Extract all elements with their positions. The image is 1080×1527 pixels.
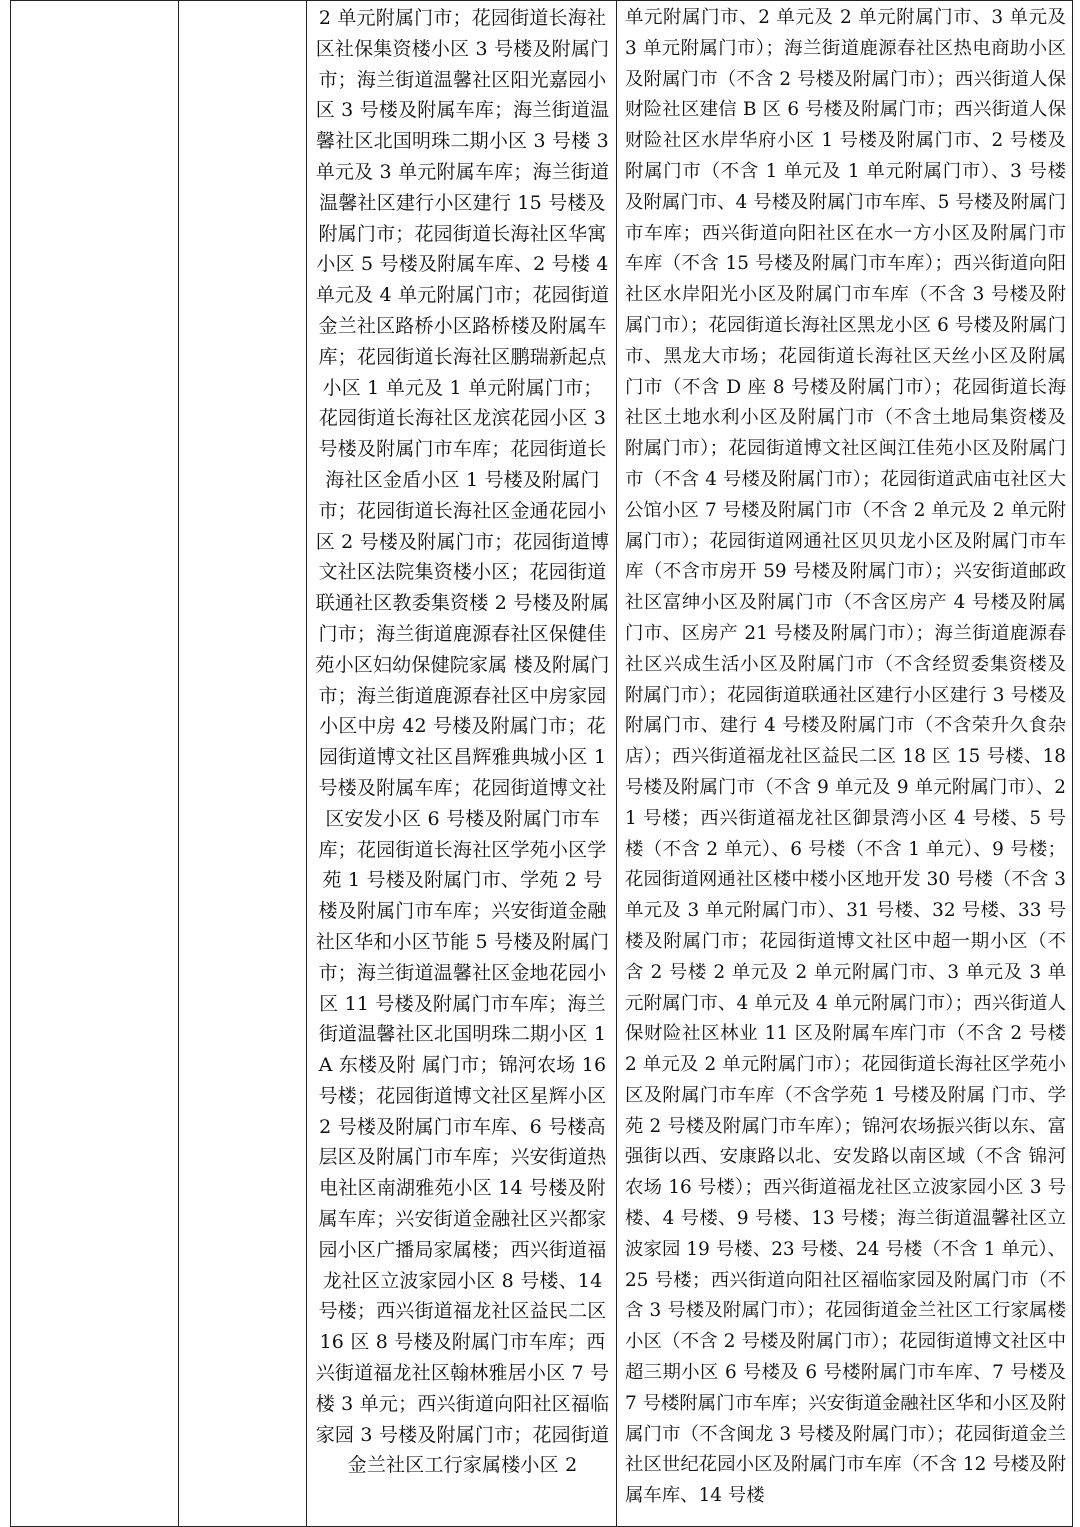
table-cell-category — [179, 1, 307, 1527]
table-cell-region — [11, 1, 179, 1527]
table-cell-area-list-detail — [617, 1, 1073, 1527]
document-table — [10, 0, 1073, 1527]
table-row — [11, 1, 1073, 1527]
cell-text-area-list: 2 单元附属门市；花园街道长海社区社保集资楼小区 3 号楼及附属门市；海兰街道温馨社区阳光嘉园小区 3 号楼及附属车库；海兰街道温馨社区北国明珠二期小区 3 号楼 3 单元及 3 单元附属车库；海兰街道温馨社区建行小区建行 15 号楼及附属门市；花园街道长海社区华寓小区 5 号楼及附属车库、2 号楼 4 单元及 4 单元附属门市；花园街道金兰社区路桥小区路桥楼及附属车库；花园街道长海社区鹏瑞新起点小区 1 单元及 1 单元附属门市；花园街道长海社区龙滨花园小区 3 号楼及附属门市车库；花园街道长海社区金盾小区 1 号楼及附属门市；花园街道长海社区金通花园小区 2 号楼及附属门市；花园街道博文社区法院集资楼小区；花园街道联通社区教委集资楼 2 号楼及附属门市；海兰街道鹿源春社区保健佳苑小区妇幼保健院家属 楼及附属门市；海兰街道鹿源春社区中房家园小区中房 42 号楼及附属门市；花园街道博文社区昌辉雅典城小区 1 号楼及附属车库；花园街道博文社区安发小区 6 号楼及附属门市车库；花园街道长海社区学苑小区学苑 1 号楼及附属门市、学苑 2 号楼及附属门市车库；兴安街道金融社区华和小区节能 5 号楼及附属门市；海兰街道温馨社区金地花园小区 11 号楼及附属门市车库；海兰街道温馨社区北国明珠二期小区 1A 东楼及附 属门市；锦河农场 16 号楼；花园街道博文社区星辉小区 2 号楼及附属门市车库、6 号楼高层区及附属门市车库；兴安街道热电社区南湖雅苑小区 14 号楼及附属车库；兴安街道金融社区兴都家园小区广播局家属楼；西兴街道福龙社区立波家园小区 8 号楼、14 号楼；西兴街道福龙社区益民二区 16 区 8 号楼及附属门市车库；西兴街道福龙社区翰林雅居小区 7 号楼 3 单元；西兴街道向阳社区福临家园 3 号楼及附属门市；花园街道金兰社区工行家属楼小区 2 — [315, 7, 610, 1477]
cell-text-category — [179, 1, 306, 3]
cell-text-region — [11, 1, 178, 3]
cell-text-area-list-detail: 单元附属门市、2 单元及 2 单元附属门市、3 单元及 3 单元附属门市）；海兰街道鹿源春社区热电商助小区及附属门市（不含 2 号楼及附属门市）；西兴街道人保财险社区建信 B 区 6 号楼及附属门市；西兴街道人保财险社区水岸华府小区 1 号楼及附属门市、2 号楼及附属门市（不含 1 单元及 1 单元附属门市）、3 号楼及附属门市、4 号楼及附属门市车库、5 号楼及附属门市车库；西兴街道向阳社区在水一方小区及附属门市车库（不含 15 号楼及附属门市车库）；西兴街道向阳社区水岸阳光小区及附属门市车库（不含 3 号楼及附属门市）；花园街道长海社区黑龙小区 6 号楼及附属门市、黑龙大市场；花园街道长海社区天丝小区及附属门市（不含 D 座 8 号楼及附属门市）；花园街道长海社区土地水利小区及附属门市（不含土地局集资楼及附属门市）；花园街道博文社区闽江佳苑小区及附属门市（不含 4 号楼及附属门市）；花园街道武庙屯社区大公馆小区 7 号楼及附属门市（不含 2 单元及 2 单元附属门市）；花园街道网通社区贝贝龙小区及附属门市车库（不含市房开 59 号楼及附属门市）；兴安街道邮政社区富绅小区及附属门市（不含区房产 4 号楼及附属门市、区房产 21 号楼及附属门市）；海兰街道鹿源春社区兴成生活小区及附属门市（不含经贸委集资楼及附属门市）；花园街道联通社区建行小区建行 3 号楼及附属门市、建行 4 号楼及附属门市（不含荣升久食杂店）；西兴街道福龙社区益民二区 18 区 15 号楼、18 号楼及附属门市（不含 9 单元及 9 单元附属门市）、21 号楼；西兴街道福龙社区御景湾小区 4 号楼、5 号楼（不含 2 单元）、6 号楼（不含 1 单元）、9 号楼；花园街道网通社区楼中楼小区地开发 30 号楼（不含 3 单元及 3 单元附属门市）、31 号楼、32 号楼、33 号楼及附属门市；花园街道博文社区中超一期小区（不含 2 号楼 2 单元及 2 单元附属门市、3 单元及 3 单元附属门市、4 单元及 4 单元附属门市）；西兴街道人保财险社区林业 11 区及附属车库门市（不含 2 号楼 2 单元及 2 单元附属门市）；花园街道长海社区学苑小区及附属门市车库（不含学苑 1 号楼及附属 门市、学苑 2 号楼及附属门市车库）；锦河农场振兴街以东、富强街以西、安康路以北、安发路以南区域（不含 锦河农场 16 号楼）；西兴街道福龙社区立波家园小区 3 号楼、4 号楼、9 号楼、13 号楼；海兰街道温馨社区立波家园 19 号楼、23 号楼、24 号楼（不含 1 单元）、25 号楼；西兴街道向阳社区福临家园及附属门市（不含 3 号楼及附属门市）；花园街道金兰社区工行家属楼小区（不含 2 号楼及附属门市）；花园街道博文社区中超三期小区 6 号楼及 6 号楼附属门市车库、7 号楼及 7 号楼附属门市车库；兴安街道金融社区华和小区及附属门市（不含闽龙 3 号楼及附属门市）；花园街道金兰社区世纪花园小区及附属门市车库（不含 12 号楼及附属车库、14 号楼 — [625, 7, 1066, 1507]
table-cell-area-list — [307, 1, 617, 1527]
